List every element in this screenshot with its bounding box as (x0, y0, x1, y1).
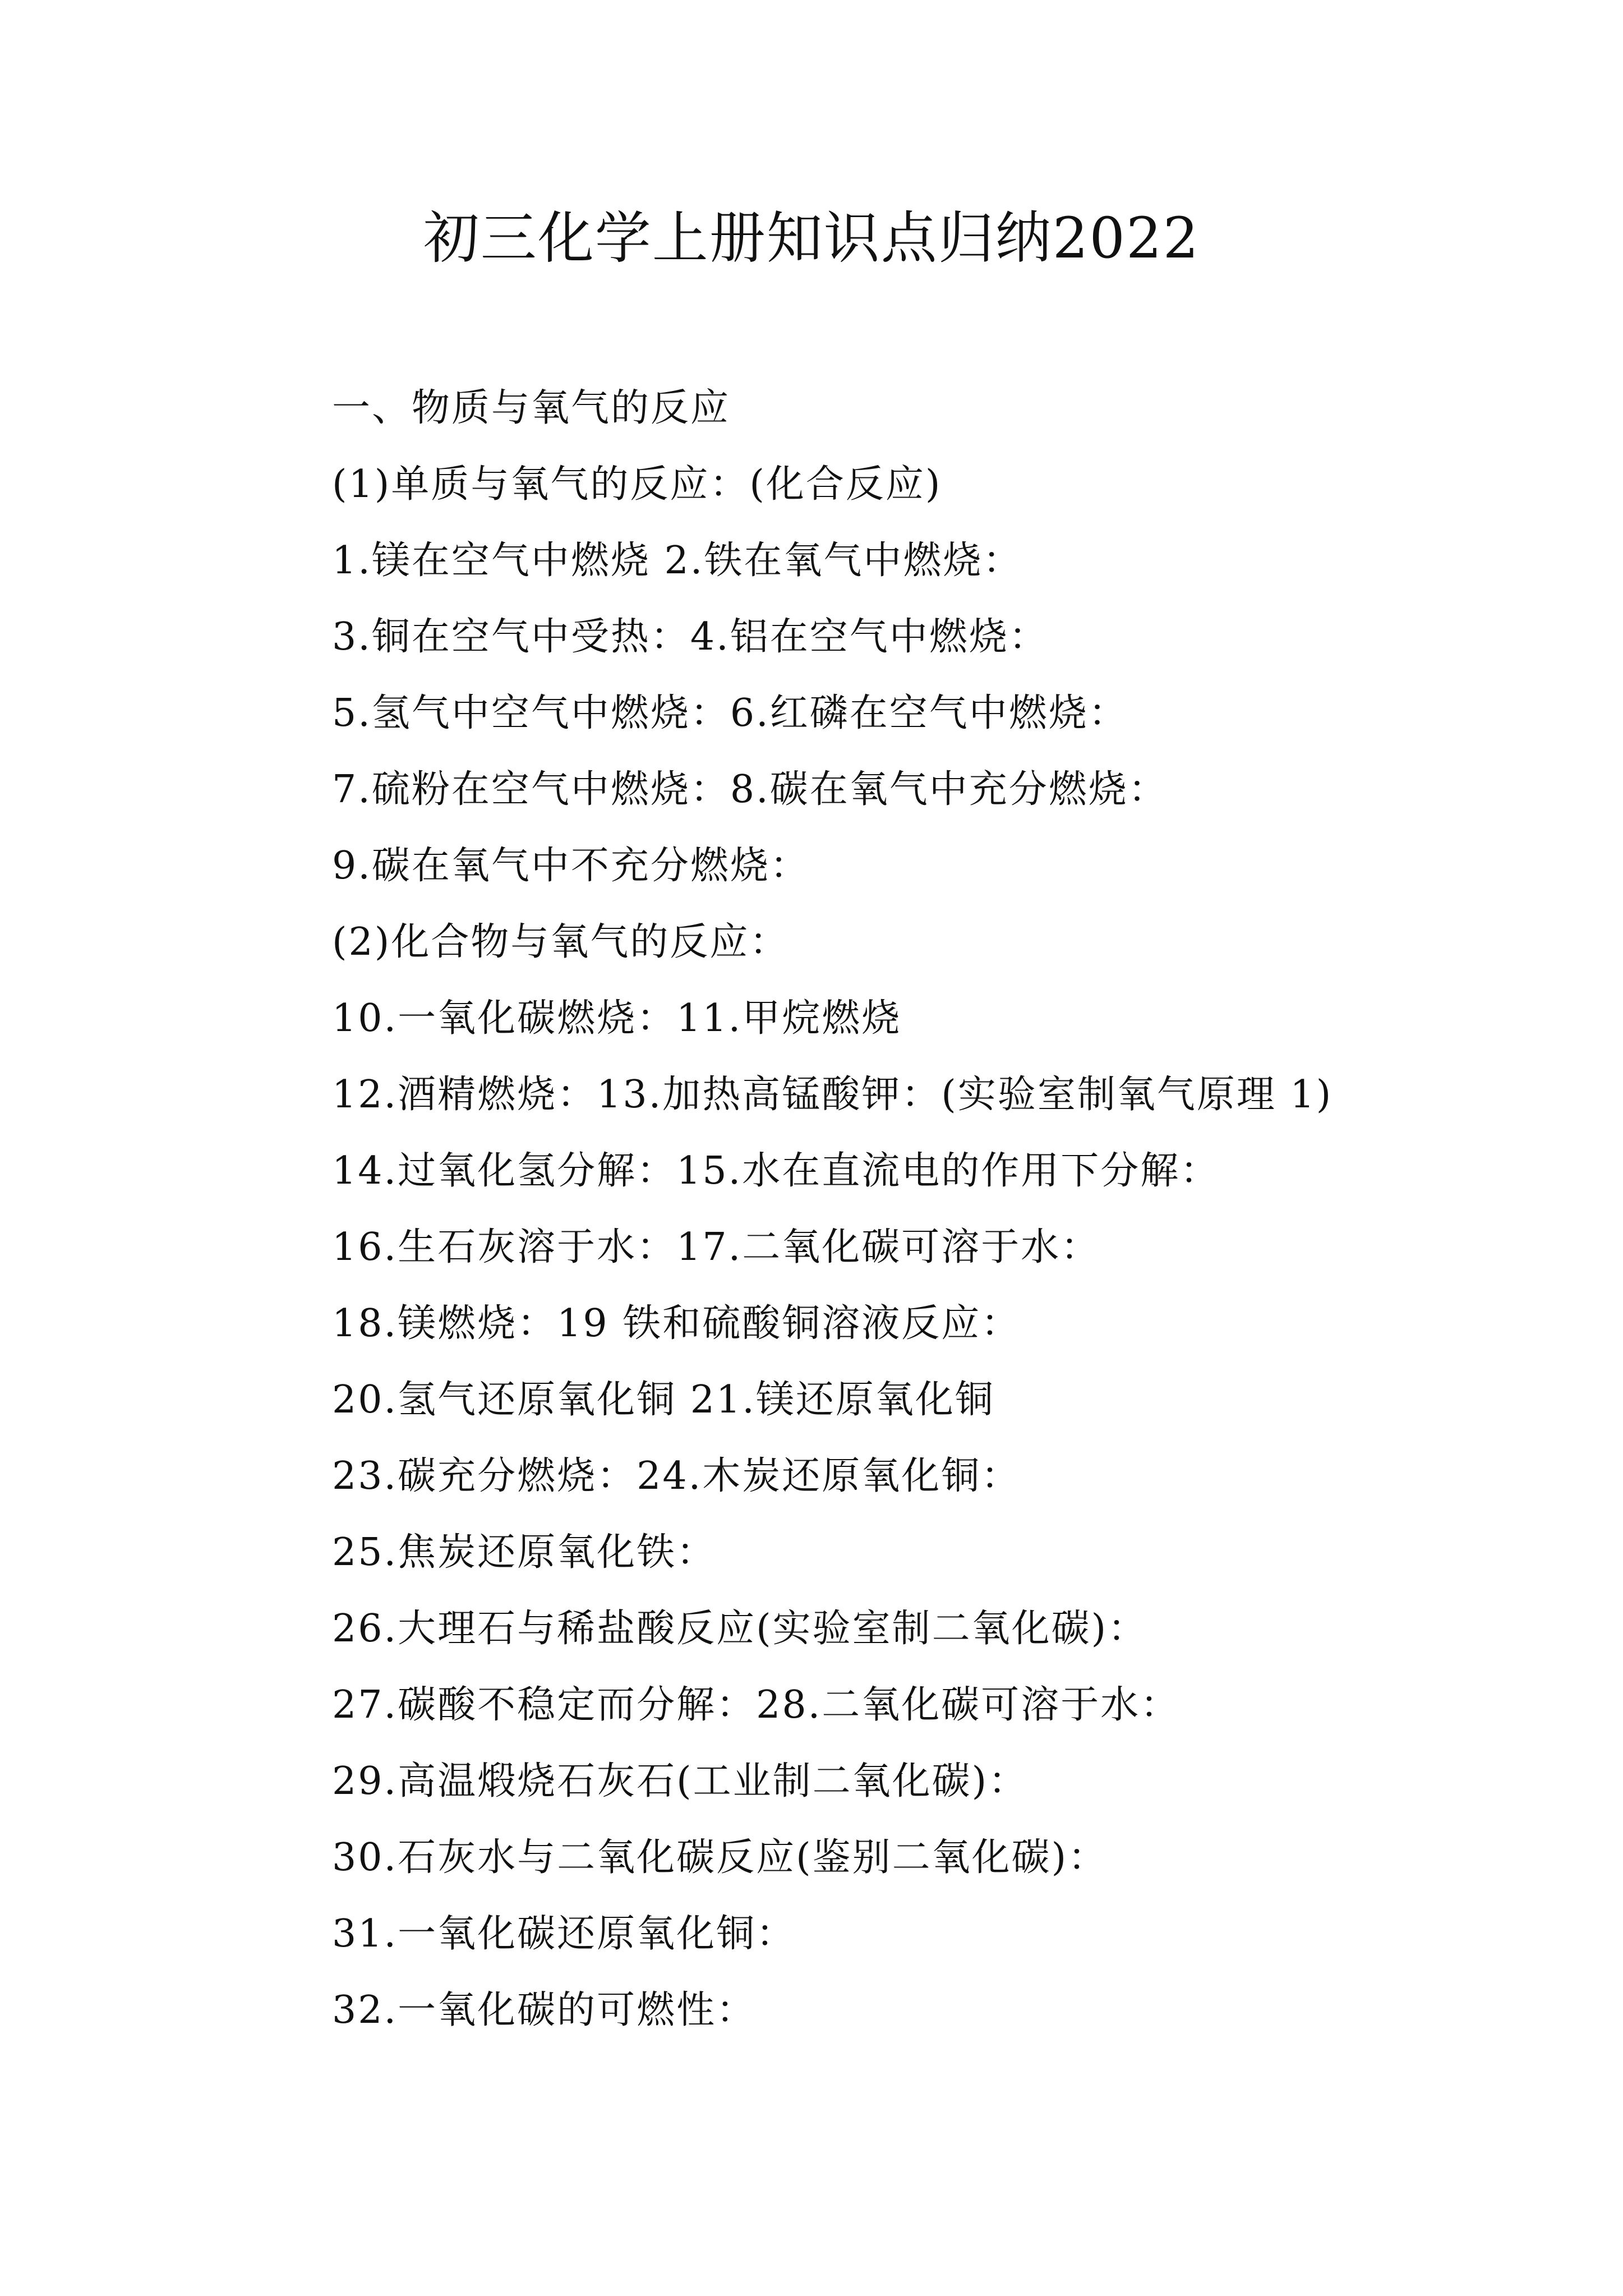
text-line: 9.碳在氧气中不充分燃烧： (332, 844, 810, 888)
section-heading: 一、物质与氧气的反应 (332, 386, 731, 430)
text-line: 18.镁燃烧：19 铁和硫酸铜溶液反应： (332, 1301, 1021, 1346)
subsection-heading: (2)化合物与氧气的反应： (332, 920, 790, 964)
text-line: 23.碳充分燃烧：24.木炭还原氧化铜： (332, 1454, 1021, 1498)
document-title: 初三化学上册知识点归纳2022 (423, 205, 1200, 271)
text-line: 5.氢气中空气中燃烧：6.红磷在空气中燃烧： (332, 691, 1128, 735)
text-line: 31.一氧化碳还原氧化铜： (332, 1912, 796, 1956)
text-line: 30.石灰水与二氧化碳反应(鉴别二氧化碳)： (332, 1835, 1108, 1880)
text-line: 29.高温煅烧石灰石(工业制二氧化碳)： (332, 1759, 1029, 1803)
text-line: 25.焦炭还原氧化铁： (332, 1530, 717, 1575)
text-line: 27.碳酸不稳定而分解：28.二氧化碳可溶于水： (332, 1683, 1181, 1727)
text-line: 16.生石灰溶于水：17.二氧化碳可溶于水： (332, 1225, 1101, 1269)
text-line: 3.铜在空气中受热：4.铝在空气中燃烧： (332, 615, 1049, 659)
subsection-heading: (1)单质与氧气的反应：(化合反应) (332, 462, 942, 507)
text-line: 10.一氧化碳燃烧：11.甲烷燃烧 (332, 996, 902, 1041)
text-line: 26.大理石与稀盐酸反应(实验室制二氧化碳)： (332, 1607, 1148, 1651)
text-line: 1.镁在空气中燃烧 2.铁在氧气中燃烧： (332, 539, 1023, 583)
document-body (332, 370, 1510, 2049)
text-line: 14.过氧化氢分解：15.水在直流电的作用下分解： (332, 1149, 1220, 1193)
text-line: 7.硫粉在空气中燃烧：8.碳在氧气中充分燃烧： (332, 767, 1168, 812)
text-line: 20.氢气还原氧化铜 21.镁还原氧化铜 (332, 1378, 995, 1422)
text-line: 12.酒精燃烧：13.加热高锰酸钾：(实验室制氧气原理 1) (332, 1073, 1333, 1117)
text-line: 32.一氧化碳的可燃性： (332, 1988, 757, 2032)
